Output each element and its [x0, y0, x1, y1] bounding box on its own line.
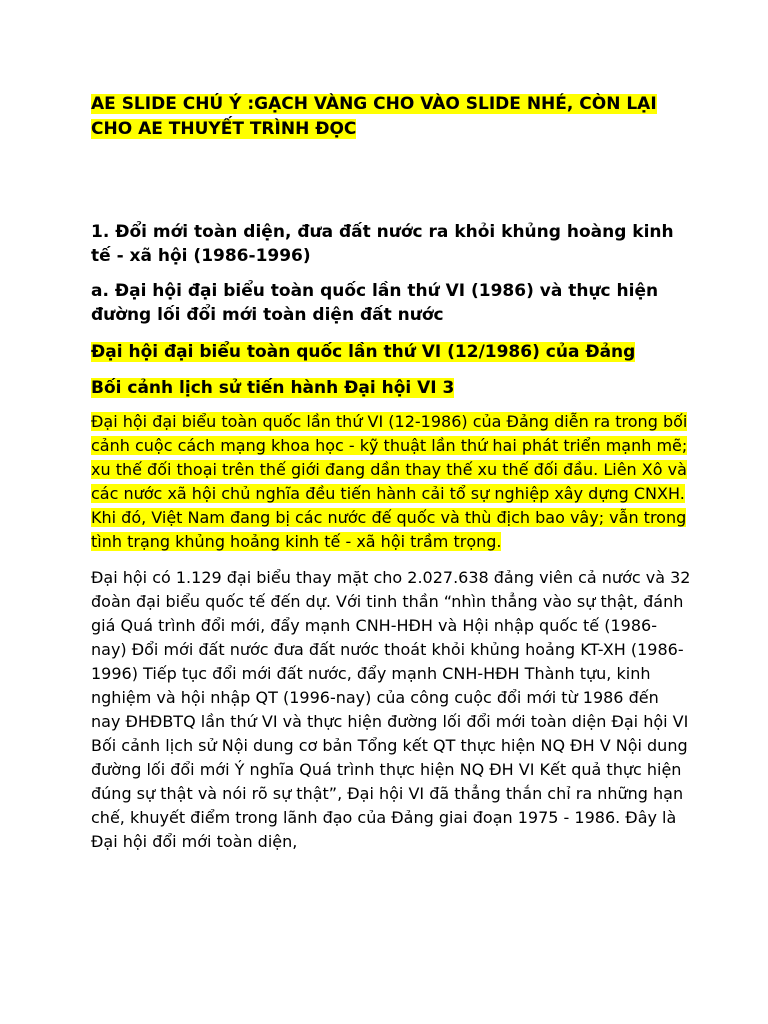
- highlighted-paragraph-text: Đại hội đại biểu toàn quốc lần thứ VI (12-1986) của Đảng diễn ra trong bối cảnh cuộc cách mạng khoa học - kỹ thuật lần thứ hai phát triển mạnh mẽ; xu thế đối thoại trên thế giới đang dần thay thế xu thế đối đầu. Liên Xô và các nước xã hội chủ nghĩa đều tiến hành cải tổ sự nghiệp xây dựng CNXH. Khi đó, Việt Nam đang bị các nước đế quốc và thù địch bao vây; vẫn trong tình trạng khủng hoảng kinh tế - xã hội trầm trọng.: [91, 412, 688, 551]
- document-page: [91, 92, 691, 854]
- section-1-title: 1. Đổi mới toàn diện, đưa đất nước ra khỏi khủng hoàng kinh tế - xã hội (1986-1996): [91, 222, 674, 266]
- section-1a-title: a. Đại hội đại biểu toàn quốc lần thứ VI (1986) và thực hiện đường lối đổi mới toàn diện đất nước: [91, 281, 659, 325]
- body-paragraph: Đại hội có 1.129 đại biểu thay mặt cho 2.027.638 đảng viên cả nước và 32 đoàn đại biểu quốc tế đến dự. Với tinh thần “nhìn thẳng vào sự thật, đánh giá Quá trình đổi mới, đẩy mạnh CNH-HĐH và Hội nhập quốc tế (1986-nay) Đổi mới đất nước đưa đất nước thoát khỏi khủng hoảng KT-XH (1986-1996) Tiếp tục đổi mới đất nước, đẩy mạnh CNH-HĐH Thành tựu, kinh nghiệm và hội nhập QT (1996-nay) của công cuộc đổi mới từ 1986 đến nay ĐHĐBTQ lần thứ VI và thực hiện đường lối đổi mới toàn diện Đại hội VI Bối cảnh lịch sử Nội dung cơ bản Tổng kết QT thực hiện NQ ĐH V Nội dung đường lối đổi mới Ý nghĩa Quá trình thực hiện NQ ĐH VI Kết quả thực hiện đúng sự thật và nói rõ sự thật”, Đại hội VI đã thẳng thắn chỉ ra những hạn chế, khuyết điểm trong lãnh đạo của Đảng giai đoạn 1975 - 1986. Đây là Đại hội đổi mới toàn diện,: [91, 568, 691, 851]
- highlighted-heading-context-text: Bối cảnh lịch sử tiến hành Đại hội VI 3: [91, 378, 455, 398]
- slide-instruction-note: [91, 92, 691, 142]
- highlighted-heading-congress-text: Đại hội đại biểu toàn quốc lần thứ VI (12/1986) của Đảng: [91, 342, 636, 362]
- highlighted-paragraph: [91, 410, 691, 554]
- highlighted-heading-congress: [91, 340, 691, 364]
- highlighted-heading-context: [91, 376, 691, 400]
- note-highlight-text: AE SLIDE CHÚ Ý :GẠCH VÀNG CHO VÀO SLIDE NHÉ, CÒN LẠI CHO AE THUYẾT TRÌNH ĐỌC: [91, 94, 657, 139]
